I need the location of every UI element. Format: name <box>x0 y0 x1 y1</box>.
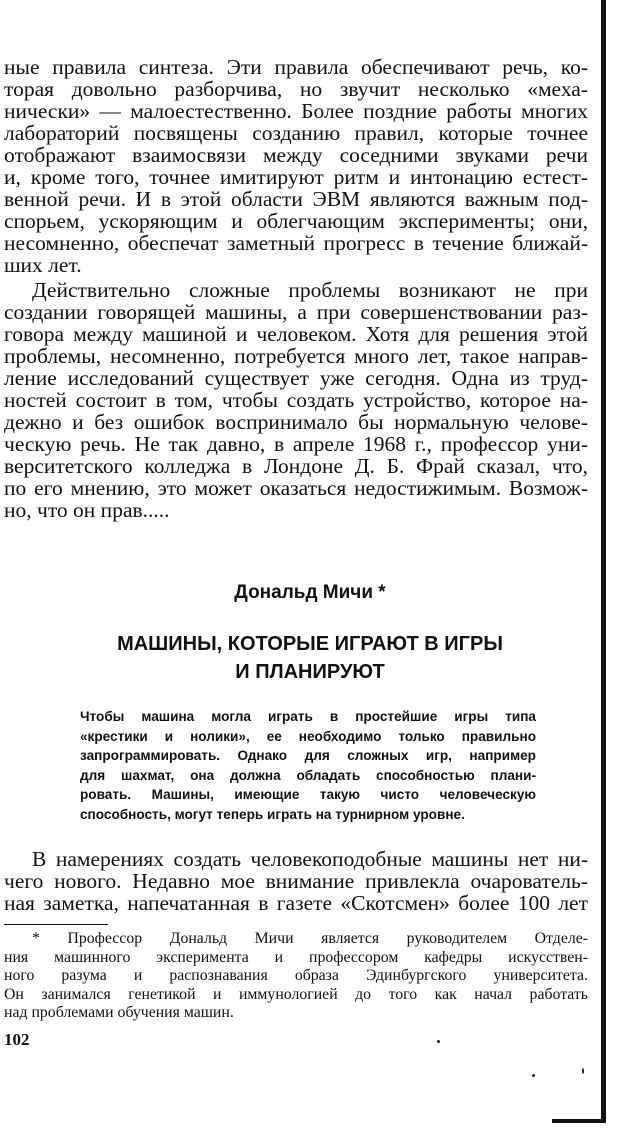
text-line: дежно и без ошибок воспринимало бы нормальную челове- <box>4 410 588 434</box>
article-title-line-2: И ПЛАНИРУЮТ <box>235 661 385 683</box>
abstract-line: способность, могут теперь играть на турнирном уровне. <box>80 806 465 822</box>
text-line: чего нового. Недавно мое внимание привлекла очарователь- <box>4 869 588 893</box>
footnote-line: над проблемами обучения машин. <box>4 1004 234 1021</box>
footnote-line: * Профессор Дональд Мичи является руководителем Отделе- <box>32 930 588 947</box>
scan-speck <box>582 1068 584 1074</box>
text-line: создании говорящей машины, а при совершенствовании раз- <box>4 300 588 324</box>
page-binding-corner <box>552 1119 606 1123</box>
paragraph-1 <box>4 56 588 276</box>
text-line: ших лет. <box>4 253 82 277</box>
abstract-line: Чтобы машина могла играть в простейшие игры типа <box>80 709 536 724</box>
footnote-line: ния машинного эксперимента и профессором кафедры искусствен- <box>4 948 588 966</box>
text-line: верситетского колледжа в Лондоне Д. Б. Фрай сказал, что, <box>4 454 588 478</box>
text-line: В намерениях создать человекоподобные машины нет ни- <box>32 847 588 871</box>
text-line: ные правила синтеза. Эти правила обеспечивают речь, ко- <box>4 55 588 79</box>
text-line: Действительно сложные проблемы возникают не при <box>32 278 588 302</box>
text-line: но, что он прав..... <box>4 498 170 522</box>
abstract-line: «крестики и нолики», ее необходимо только правильно <box>80 728 536 744</box>
paragraph-3 <box>4 848 588 914</box>
text-line: лабораторий посвящены созданию правил, которые точнее <box>4 121 588 145</box>
text-line: отображают взаимосвязи между соседними звуками речи <box>4 143 588 167</box>
text-line: венной речи. И в этой области ЭВМ являются важным под- <box>4 187 588 211</box>
footnote-line: Он занимался генетикой и иммунологией до того как начал работать <box>4 985 588 1003</box>
text-line: ческую речь. Не так давно, в апреле 1968 г., профессор уни- <box>4 432 588 456</box>
scan-speck <box>532 1074 535 1077</box>
text-line: ностей состоит в том, чтобы создать устройство, которое на- <box>4 388 588 412</box>
text-line: торая довольно разборчива, но звучит несколько «меха- <box>4 77 588 101</box>
text-line: нически» — малоестественно. Более поздние работы многих <box>4 99 588 123</box>
footnote-line: ного разума и распознавания образа Эдинбургского университета. <box>4 967 588 984</box>
article-author: Дональд Мичи * <box>234 582 386 603</box>
article-title-line-1: МАШИНЫ, КОТОРЫЕ ИГРАЮТ В ИГРЫ <box>117 633 503 655</box>
text-line: спорьем, ускоряющим и облегчающим эксперименты; они, <box>4 209 588 233</box>
abstract-line: запрограммировать. Однако для сложных игр, например <box>80 748 536 763</box>
text-line: несомненно, обеспечат заметный прогресс в течение ближай- <box>4 231 588 255</box>
abstract-line: ровать. Машины, имеющие такую чисто человеческую <box>80 787 536 802</box>
footnote-divider <box>4 924 108 925</box>
page-number: 102 <box>4 1030 30 1049</box>
text-line: по его мнению, это может оказаться недостижимым. Возмож- <box>4 476 588 500</box>
abstract-line: для шахмат, она должна обладать способностью плани- <box>80 767 536 783</box>
page-binding-edge <box>601 0 606 1122</box>
scan-speck <box>437 1040 440 1043</box>
text-line: и, кроме того, точнее имитируют ритм и интонацию естест- <box>4 165 588 189</box>
text-line: ная заметка, напечатанная в газете «Скотсмен» более 100 лет <box>4 891 588 915</box>
footnote <box>4 930 588 1023</box>
text-line: проблемы, несомненно, потребуется много лет, такое направ- <box>4 344 588 368</box>
text-line: ление исследований существует уже сегодня. Одна из труд- <box>4 366 588 390</box>
text-line: говора между машиной и человеком. Хотя для решения этой <box>4 322 588 346</box>
article-abstract <box>80 707 536 824</box>
paragraph-2 <box>4 279 588 521</box>
